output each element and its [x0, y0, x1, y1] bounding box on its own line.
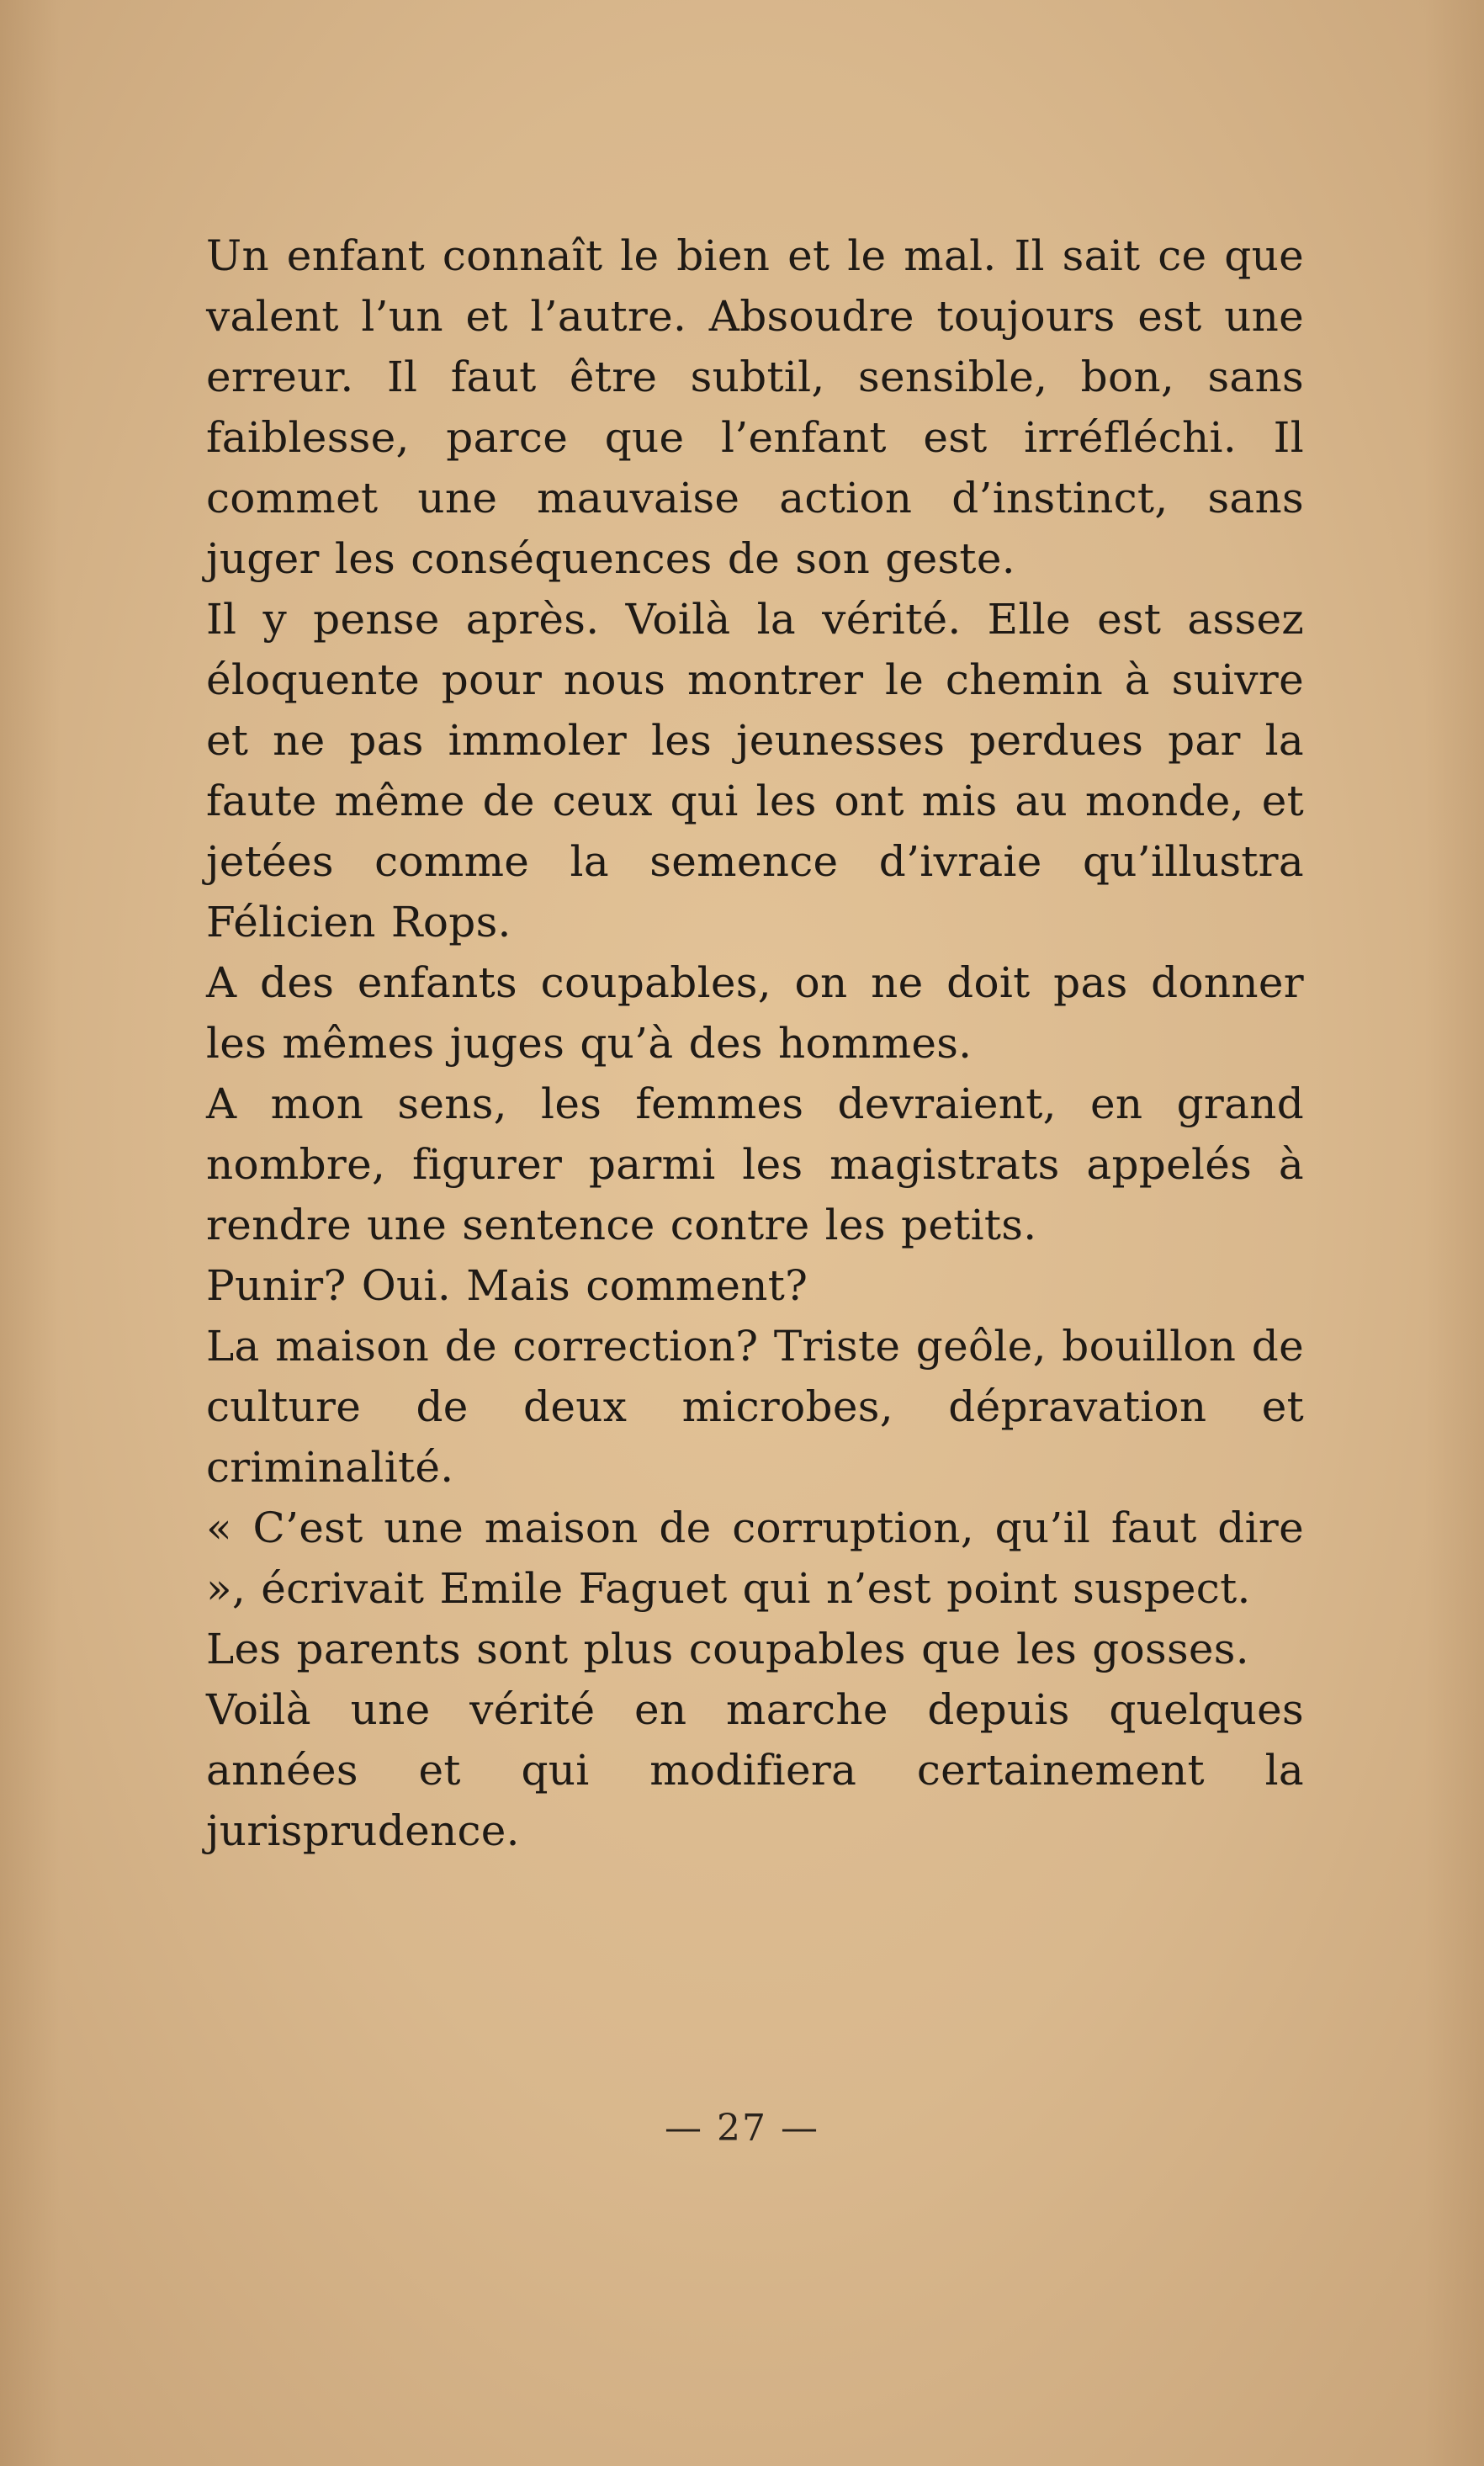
paragraph-5: Punir? Oui. Mais comment?	[206, 1261, 808, 1310]
paragraph-1: Un enfant connaît le bien et le mal. Il sait ce que valent l’un et l’autre. Absoudre toujours est une erreur. Il faut être subtil, sensible, bon, sans faiblesse, parce que l’enfant est irréfléchi. Il commet une mauvaise action d’instinct, sans juger les conséquences de son geste.	[206, 231, 1304, 583]
paragraph-2: Il y pense après. Voilà la vérité. Elle est assez éloquente pour nous montrer le chemin à suivre et ne pas immoler les jeunesses perdues par la faute même de ceux qui les ont mis au monde, et jetées comme la semence d’ivraie qu’illustra Félicien Rops.	[206, 595, 1304, 947]
paragraph-4: A mon sens, les femmes devraient, en grand nombre, figurer parmi les magistrats appelés à rendre une sentence contre les petits.	[206, 1079, 1304, 1249]
paragraph-3: A des enfants coupables, on ne doit pas donner les mêmes juges qu’à des hommes.	[206, 958, 1304, 1068]
paragraph-8: Les parents sont plus coupables que les gosses.	[206, 1625, 1249, 1673]
paragraph-6: La maison de correction? Triste geôle, bouillon de culture de deux microbes, dépravation et criminalité.	[206, 1322, 1304, 1492]
body-text	[206, 225, 1304, 1861]
paragraph-9: Voilà une vérité en marche depuis quelques années et qui modifiera certainement la jurisprudence.	[206, 1685, 1304, 1855]
page-number: — 27 —	[665, 2107, 819, 2150]
paragraph-7: « C’est une maison de corruption, qu’il faut dire », écrivait Emile Faguet qui n’est point suspect.	[206, 1503, 1304, 1613]
